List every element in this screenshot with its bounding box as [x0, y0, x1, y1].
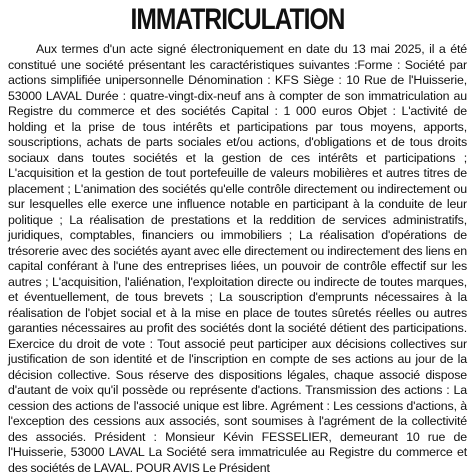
notice-body: Aux termes d'un acte signé électroniquement en date du 13 mai 2025, il a été constitué une société présentant les caractéristiques suivantes :Forme : Société par actions simplifiée unipersonnelle Dénomination : KFS Siège : 10 Rue de l'Huisserie, 53000 LAVAL Durée : quatre-vingt-dix-neuf ans à compter de son immatriculation au Registre du commerce et des sociétés Capital : 1 000 euros Objet : L'activité de holding et la prise de tous intérêts et participations par tous moyens, apports, souscriptions, achats de parts sociales et/ou actions, d'obligations et de tous droits sociaux dans toutes sociétés et la gestion de ces intérêts et participations ; L'acquisition et la gestion de tout portefeuille de valeurs mobilières et autres titres de placement ; L'animation des sociétés qu'elle contrôle directement ou indirectement ou sur lesquelles elle exerce une influence notable en participant à la conduite de leur politique ; La réalisation de prestations et la reddition de services administratifs, juridiques, comptables, financiers ou immobiliers ; La réalisation d'opérations de trésorerie avec des sociétés ayant avec elle directement ou indirectement des liens en capital conférant à l'une des entreprises liées, un pouvoir de contrôle effectif sur les autres ; L'acquisition, l'aliénation, l'exploitation directe ou indirecte de toutes marques, et éventuellement, de tous brevets ; La souscription d'emprunts nécessaires à la réalisation de l'objet social et à la mise en place de toutes sûretés réelles ou autres garanties nécessaires au profit des sociétés dont la société détient des participations. Exercice du droit de vote : Tout associé peut participer aux décisions collectives sur justification de son identité et de l'inscription en compte de ses actions au jour de la décision collective. Sous réserve des dispositions légales, chaque associé dispose d'autant de voix qu'il possède ou représente d'actions. Transmission des actions : La cession des actions de l'associé unique est libre. Agrément : Les cessions d'actions, à l'exception des cessions aux associés, sont soumises à l'agrément de la collectivité des associés. Président : Monsieur Kévin FESSELIER, demeurant 10 rue de l'Huisserie, 53000 LAVAL La Société sera immatriculée au Registre du commerce et des sociétés de LAVAL. POUR AVIS Le Président — [8, 42, 467, 475]
notice-title: IMMATRICULATION — [130, 3, 345, 36]
